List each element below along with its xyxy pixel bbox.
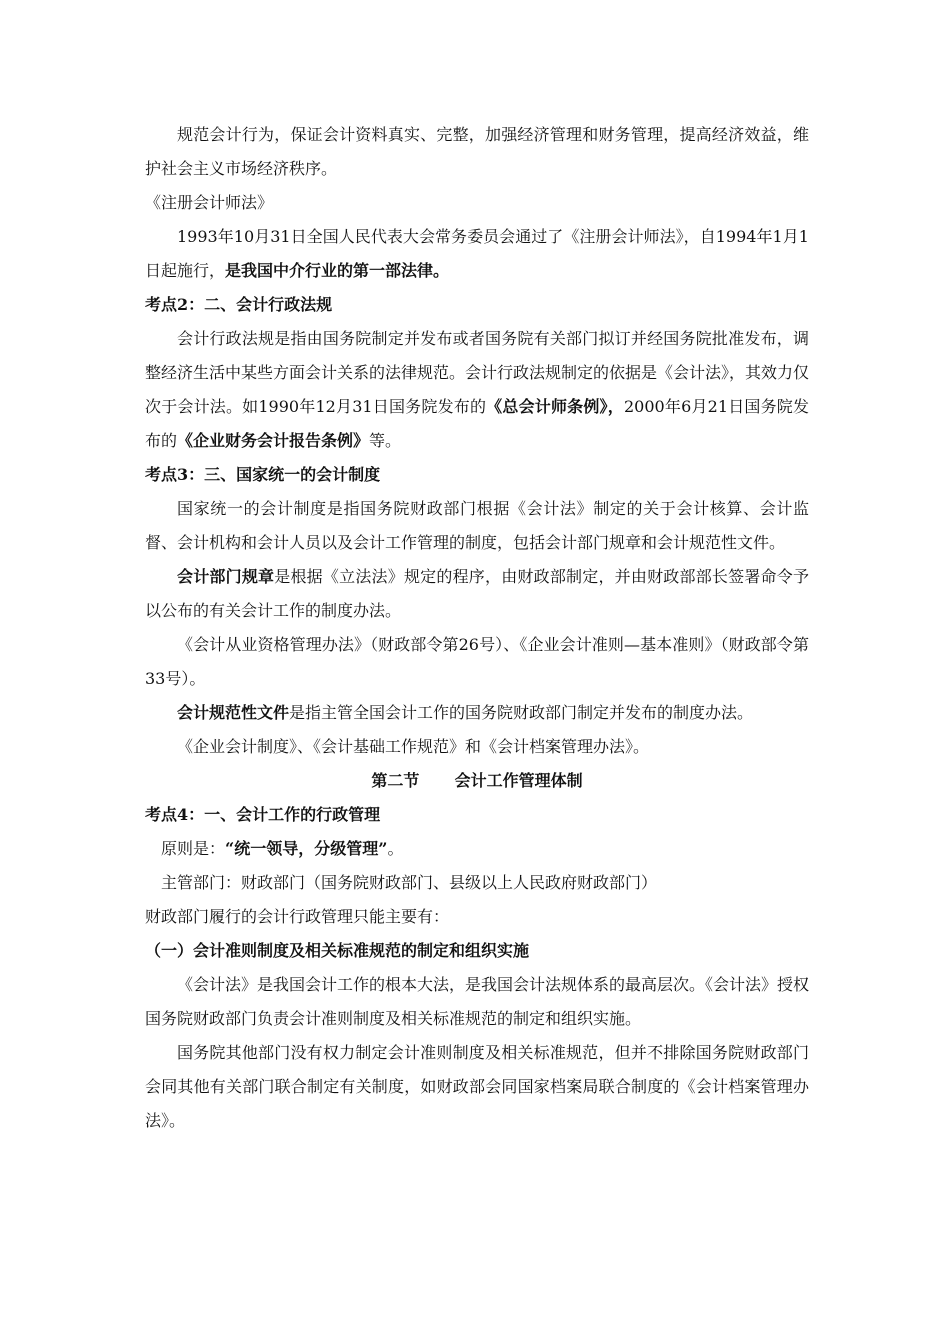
- paragraph-dept-rules: [145, 560, 809, 628]
- paragraph-principle: [145, 832, 809, 866]
- dept-rules-term: 会计部门规章: [177, 567, 275, 586]
- section-title: [145, 764, 809, 798]
- principle-value: “统一领导，分级管理”: [225, 839, 388, 858]
- paragraph-unified-system: 国家统一的会计制度是指国务院财政部门根据《会计法》制定的关于会计核算、会计监督、会计机构和会计人员以及会计工作管理的制度，包括会计部门规章和会计规范性文件。: [145, 499, 809, 552]
- paragraph-dept-rules-examples: 《会计从业资格管理办法》（财政部令第26号）、《企业会计准则—基本准则》（财政部令第33号）。: [145, 635, 809, 688]
- paragraph-other-departments: 国务院其他部门没有权力制定会计准则制度及相关标准规范，但并不排除国务院财政部门会同其他有关部门联合制定有关制度，如财政部会同国家档案局联合制度的《会计档案管理办法》。: [145, 1043, 809, 1130]
- admin-reg-chief-accountant: 《总会计师条例》，: [486, 397, 624, 416]
- principle-end: 。: [387, 839, 404, 858]
- heading-key-point-3: 考点3：三、国家统一的会计制度: [145, 465, 381, 484]
- cpa-law-text: 1993年10月31日全国人民代表大会常务委员会通过了《注册会计师法》，自1994年1月1日起施行，: [145, 227, 809, 280]
- paragraph-admin-regulations: [145, 322, 809, 458]
- paragraph-functions-intro: 财政部门履行的会计行政管理只能主要有：: [145, 907, 450, 926]
- admin-reg-text-3: 等。: [369, 431, 402, 450]
- paragraph-normative-docs-examples: 《企业会计制度》、《会计基础工作规范》和《会计档案管理办法》。: [177, 737, 650, 756]
- paragraph-cpa-law: [145, 220, 809, 288]
- section-number: 第二节: [371, 771, 420, 790]
- normative-docs-text: 是指主管全国会计工作的国务院财政部门制定并发布的制度办法。: [289, 703, 754, 722]
- admin-reg-text-2: 2000年6月21日国务院发布的: [145, 397, 809, 450]
- normative-docs-term: 会计规范性文件: [177, 703, 290, 722]
- section-name: 会计工作管理体制: [454, 771, 583, 790]
- principle-label: 原则是：: [161, 839, 226, 858]
- cpa-law-emphasis: 是我国中介行业的第一部法律。: [225, 261, 450, 280]
- heading-key-point-2: 考点2：二、会计行政法规: [145, 295, 333, 314]
- heading-key-point-4: 考点4：一、会计工作的行政管理: [145, 805, 381, 824]
- paragraph-accounting-law-authority: 《会计法》是我国会计工作的根本大法，是我国会计法规体系的最高层次。《会计法》授权国务院财政部门负责会计准则制度及相关标准规范的制定和组织实施。: [145, 975, 810, 1028]
- paragraph-authority: 主管部门：财政部门（国务院财政部门、县级以上人民政府财政部门）: [161, 873, 658, 892]
- admin-reg-text-1: 会计行政法规是指由国务院制定并发布或者国务院有关部门拟订并经国务院批准发布，调整经济生活中某些方面会计关系的法律规范。会计行政法规制定的依据是《会计法》，其效力仅次于会计法。如1990年12月31日国务院发布的: [145, 329, 810, 416]
- paragraph-accounting-law-purpose: 规范会计行为，保证会计资料真实、完整，加强经济管理和财务管理，提高经济效益，维护社会主义市场经济秩序。: [145, 125, 809, 178]
- heading-subsection-1: （一）会计准则制度及相关标准规范的制定和组织实施: [145, 941, 530, 960]
- cpa-law-title: 《注册会计师法》: [145, 193, 274, 212]
- document-body: [145, 118, 809, 1138]
- paragraph-normative-docs: [145, 696, 809, 730]
- admin-reg-financial-report: 《企业财务会计报告条例》: [177, 431, 370, 450]
- dept-rules-text: 是根据《立法法》规定的程序，由财政部制定，并由财政部部长签署命令予以公布的有关会计工作的制度办法。: [145, 567, 809, 620]
